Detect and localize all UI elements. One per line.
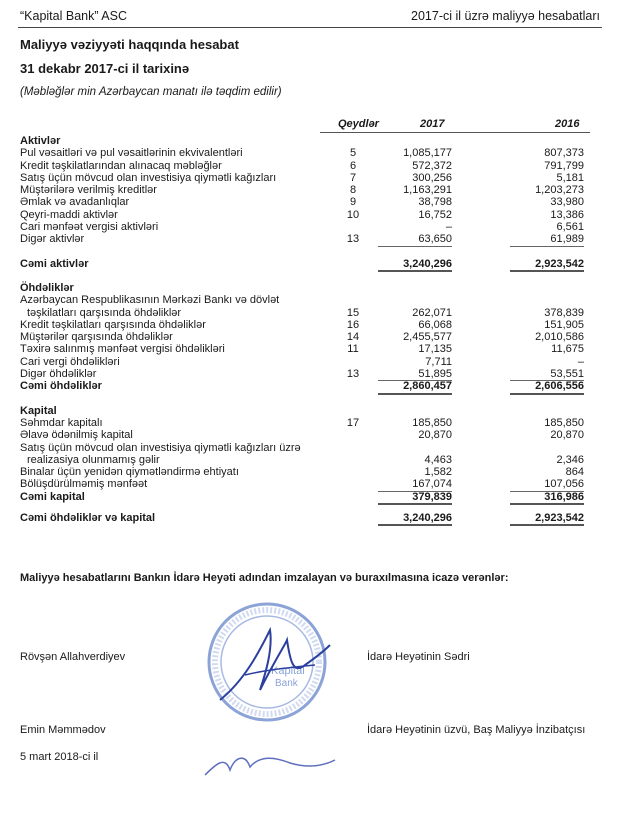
table-row bbox=[20, 196, 590, 208]
value-2016: 2,923,542 bbox=[510, 258, 584, 272]
value-2017: – bbox=[445, 221, 452, 234]
table-row bbox=[20, 172, 590, 184]
value-2017: 63,650 bbox=[378, 233, 452, 246]
header-company: “Kapital Bank” ASC bbox=[20, 9, 127, 23]
row-note: 6 bbox=[349, 159, 357, 172]
row-label: Azərbaycan Respublikasının Mərkəzi Bankı və dövlət bbox=[20, 294, 280, 307]
value-2016: 378,839 bbox=[544, 306, 584, 319]
row-note: 17 bbox=[346, 416, 360, 429]
total-row bbox=[20, 380, 590, 392]
signature-date: 5 mart 2018-ci il bbox=[20, 751, 99, 763]
header-divider bbox=[18, 27, 602, 28]
section-title: Kapital bbox=[20, 404, 57, 417]
page-subtitle: 31 dekabr 2017-ci il tarixinə bbox=[20, 61, 190, 76]
signature-scribble bbox=[215, 620, 335, 710]
value-2016: – bbox=[577, 355, 584, 368]
row-note: 16 bbox=[346, 318, 360, 331]
row-label: Əlavə ödənilmiş kapital bbox=[20, 429, 133, 442]
table-row bbox=[20, 294, 590, 306]
section-title: Öhdəliklər bbox=[20, 281, 74, 294]
svg-text:Kapital: Kapital bbox=[271, 665, 305, 677]
row-note: 7 bbox=[349, 171, 357, 184]
value-2017: 1,582 bbox=[424, 466, 452, 479]
row-label: Bölüşdürülməmiş mənfəət bbox=[20, 478, 148, 491]
balance-sheet-table bbox=[20, 118, 590, 524]
table-row bbox=[20, 160, 590, 172]
row-label: Cəmi öhdəliklər bbox=[20, 380, 102, 393]
value-2016: 2,010,586 bbox=[535, 331, 584, 344]
value-2017: 20,870 bbox=[418, 429, 452, 442]
grand-total-row bbox=[20, 512, 590, 524]
section-0 bbox=[20, 135, 590, 270]
table-row bbox=[20, 343, 590, 355]
value-2017: 262,071 bbox=[412, 306, 452, 319]
table-row bbox=[20, 356, 590, 368]
table-row bbox=[20, 307, 590, 319]
section-2 bbox=[20, 405, 590, 503]
value-2017: 167,074 bbox=[378, 478, 452, 491]
total-row bbox=[20, 258, 590, 270]
row-label: Müştərilər qarşısında öhdəliklər bbox=[20, 331, 173, 344]
row-label: realizasiya olunmamış gəlir bbox=[27, 453, 160, 466]
row-label: Satış üçün mövcud olan investisiya qiymətli kağızları bbox=[20, 171, 277, 184]
table-row bbox=[20, 466, 590, 478]
value-2017: 1,163,291 bbox=[403, 184, 452, 197]
row-label: Səhmdar kapitalı bbox=[20, 416, 103, 429]
value-2016: 2,346 bbox=[556, 453, 584, 466]
value-2016: 316,986 bbox=[510, 491, 584, 505]
row-label: Əmlak və avadanlıqlar bbox=[20, 196, 130, 209]
currency-note: (Məbləğlər min Azərbaycan manatı ilə təqdim edilir) bbox=[20, 86, 282, 98]
value-2016: 791,799 bbox=[544, 159, 584, 172]
value-2016: 807,373 bbox=[544, 147, 584, 160]
value-2016: 13,386 bbox=[550, 208, 584, 221]
table-row bbox=[20, 429, 590, 441]
row-label: Kredit təşkilatlarından alınacaq məbləğlər bbox=[20, 159, 222, 172]
signer-position: İdarə Heyətinin Sədri bbox=[367, 651, 470, 663]
signer-name: Emin Məmmədov bbox=[20, 724, 106, 736]
table-row bbox=[20, 209, 590, 221]
value-2016: 864 bbox=[565, 466, 584, 479]
table-row bbox=[20, 442, 590, 454]
row-note: 14 bbox=[346, 331, 360, 344]
page-title: Maliyyə vəziyyəti haqqında hesabat bbox=[20, 37, 239, 52]
value-2016: 33,980 bbox=[550, 196, 584, 209]
value-2017: 3,240,296 bbox=[378, 512, 452, 526]
table-row bbox=[20, 478, 590, 490]
row-label: Cəmi öhdəliklər və kapital bbox=[20, 512, 156, 525]
value-2016: 6,561 bbox=[556, 221, 584, 234]
value-2016: 107,056 bbox=[510, 478, 584, 491]
value-2016: 2,923,542 bbox=[510, 512, 584, 526]
table-row bbox=[20, 368, 590, 380]
section-title: Aktivlər bbox=[20, 135, 61, 147]
row-label: Cəmi aktivlər bbox=[20, 257, 89, 270]
row-label: Satış üçün mövcud olan investisiya qiymətli kağızları üzrə bbox=[20, 441, 301, 454]
value-2016: 20,870 bbox=[550, 429, 584, 442]
value-2017: 66,068 bbox=[418, 318, 452, 331]
col-2017: 2017 bbox=[420, 118, 445, 130]
row-label: Binalar üçün yenidən qiymətləndirmə ehtiyatı bbox=[20, 466, 239, 479]
value-2016: 151,905 bbox=[544, 318, 584, 331]
table-row bbox=[20, 417, 590, 429]
value-2017: 38,798 bbox=[418, 196, 452, 209]
col-2016: 2016 bbox=[555, 118, 580, 130]
row-label: Cəmi kapital bbox=[20, 490, 85, 503]
total-row bbox=[20, 491, 590, 503]
value-2016: 61,989 bbox=[510, 233, 584, 246]
table-row bbox=[20, 319, 590, 331]
value-2017: 2,860,457 bbox=[378, 380, 452, 394]
row-label: Digər aktivlər bbox=[20, 233, 85, 246]
col-notes: Qeydlər bbox=[338, 118, 379, 130]
value-2016: 185,850 bbox=[544, 416, 584, 429]
row-label: Pul vəsaitləri və pul vəsaitlərinin ekvivalentləri bbox=[20, 147, 243, 160]
row-label: təşkilatları qarşısında öhdəliklər bbox=[27, 306, 182, 319]
value-2017: 1,085,177 bbox=[403, 147, 452, 160]
row-label: Müştərilərə verilmiş kreditlər bbox=[20, 184, 157, 197]
value-2017: 4,463 bbox=[424, 453, 452, 466]
section-1 bbox=[20, 282, 590, 393]
value-2016: 11,675 bbox=[551, 343, 584, 356]
row-note: 10 bbox=[346, 208, 360, 221]
table-row bbox=[20, 147, 590, 159]
row-note: 11 bbox=[347, 343, 359, 356]
value-2016: 53,551 bbox=[510, 368, 584, 381]
row-note: 8 bbox=[349, 184, 357, 197]
table-row bbox=[20, 454, 590, 466]
row-label: Təxirə salınmış mənfəət vergisi öhdəlikləri bbox=[20, 343, 225, 356]
value-2017: 300,256 bbox=[412, 171, 452, 184]
row-note: 9 bbox=[349, 196, 357, 209]
row-note: 13 bbox=[346, 368, 360, 381]
value-2017: 7,711 bbox=[425, 355, 452, 368]
value-2017: 16,752 bbox=[418, 208, 452, 221]
value-2016: 5,181 bbox=[556, 171, 584, 184]
row-note: 5 bbox=[349, 147, 357, 160]
signature-scribble bbox=[200, 745, 340, 785]
value-2016: 1,203,273 bbox=[535, 184, 584, 197]
signatures-heading: Maliyyə hesabatlarını Bankın İdarə Heyəti adından imzalayan və buraxılmasına icazə verənlər: bbox=[20, 572, 509, 584]
table-row bbox=[20, 184, 590, 196]
row-note: 13 bbox=[346, 233, 360, 246]
value-2016: 2,606,556 bbox=[510, 380, 584, 394]
table-row bbox=[20, 233, 590, 245]
row-label: Qeyri-maddi aktivlər bbox=[20, 208, 118, 221]
signer-name: Rövşən Allahverdiyev bbox=[20, 651, 126, 663]
row-label: Kredit təşkilatları qarşısında öhdəliklər bbox=[20, 318, 206, 331]
value-2017: 51,895 bbox=[378, 368, 452, 381]
value-2017: 17,135 bbox=[418, 343, 452, 356]
row-label: Cari vergi öhdəlikləri bbox=[20, 355, 120, 368]
row-label: Cari mənfəət vergisi aktivləri bbox=[20, 221, 159, 234]
value-2017: 185,850 bbox=[412, 416, 452, 429]
column-headers bbox=[320, 118, 590, 133]
value-2017: 379,839 bbox=[378, 491, 452, 505]
value-2017: 3,240,296 bbox=[378, 258, 452, 272]
header-report: 2017-ci il üzrə maliyyə hesabatları bbox=[411, 9, 600, 23]
svg-text:Bank: Bank bbox=[275, 678, 298, 689]
row-label: Digər öhdəliklər bbox=[20, 368, 97, 381]
signer-position: İdarə Heyətinin üzvü, Baş Maliyyə İnzibatçısı bbox=[367, 724, 586, 736]
value-2017: 572,372 bbox=[412, 159, 452, 172]
table-row bbox=[20, 331, 590, 343]
value-2017: 2,455,577 bbox=[403, 331, 452, 344]
row-note: 15 bbox=[346, 306, 360, 319]
table-row bbox=[20, 221, 590, 233]
